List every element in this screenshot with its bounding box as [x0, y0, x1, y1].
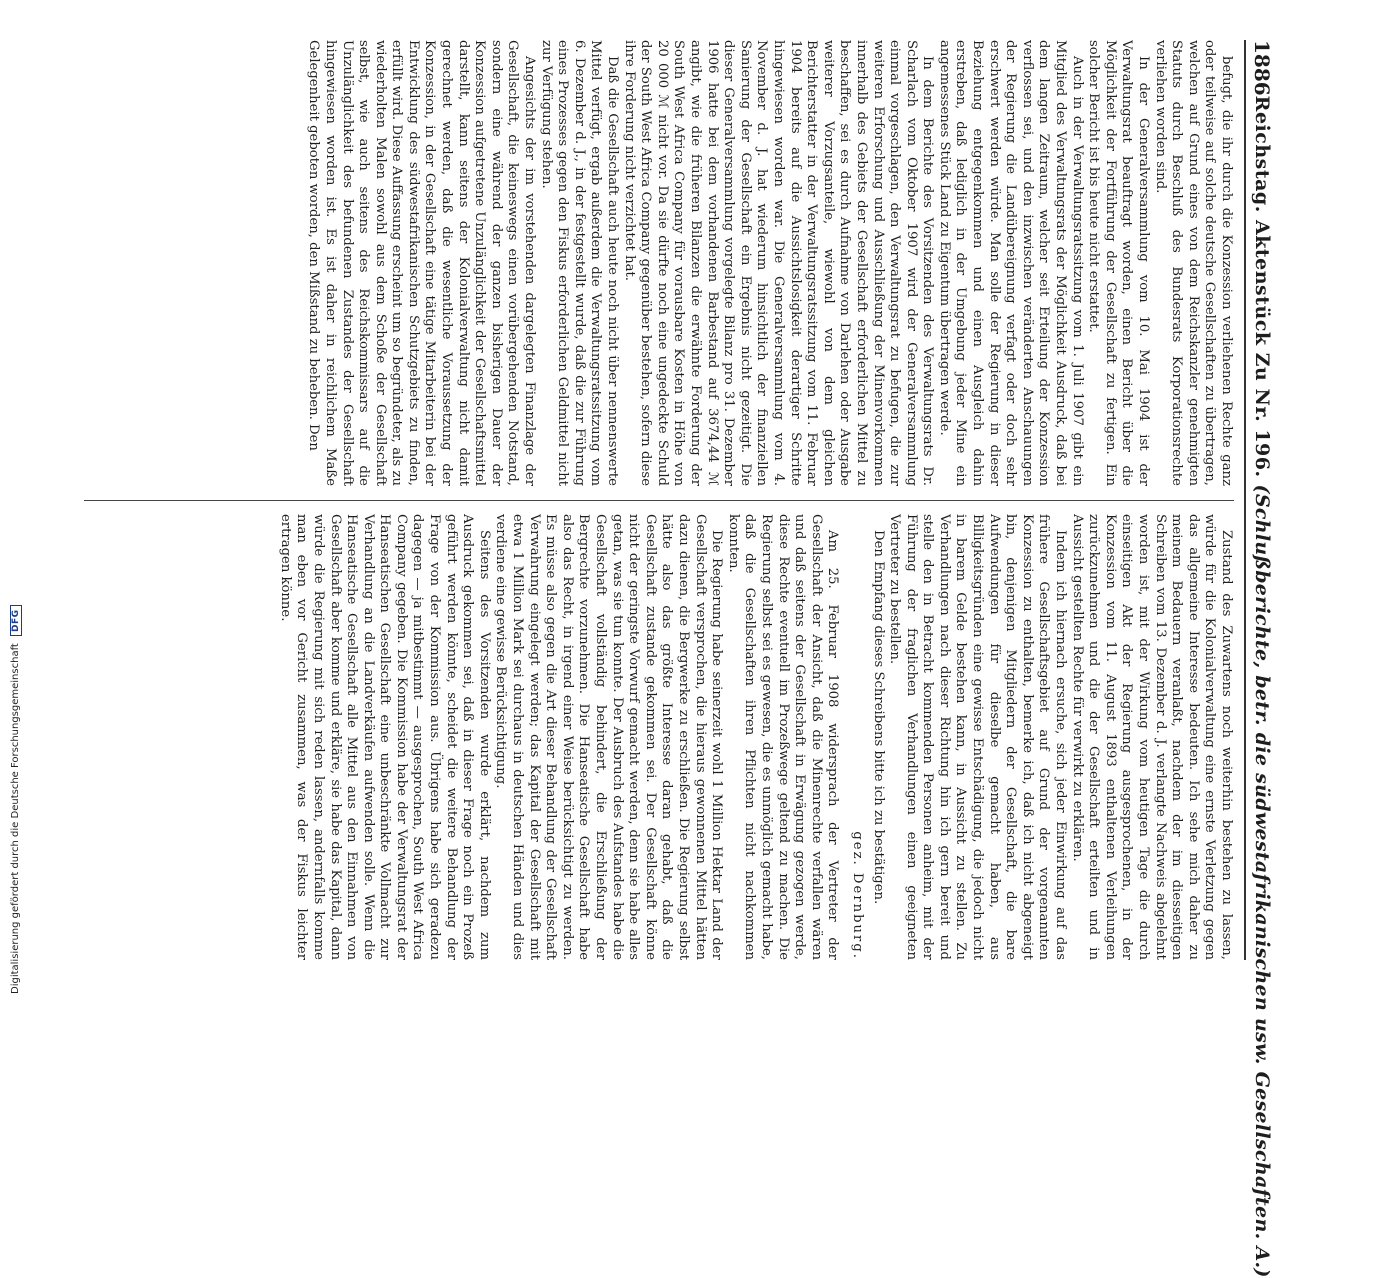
page-number: 1886 — [1250, 40, 1274, 96]
left-column — [84, 40, 1234, 486]
running-head — [1251, 96, 1273, 1278]
credit-text: Digitalisierung gefördert durch die Deutsche Forschungsgemeinschaft — [10, 643, 21, 994]
paragraph: befugt, die ihr durch die Konzession verliehenen Rechte ganz oder teilweise auf solche deutsche Gesellschaften zu übertragen, welchen auf Grund eines von dem Reichskanzler genehmigten Statuts durch Beschluß des Bundesrats Korporationsrechte verliehen worden sind. — [1152, 40, 1234, 486]
paragraph: In dem Berichte des Vorsitzenden des Verwaltungsrats Dr. Scharlach vom Oktober 1907 wird der Generalversammlung einmal vorgeschlagen, den Verwaltungsrat zu befugen, die zur weiteren Erforschung und Ausschließung der Minenvorkommen innerhalb des Gebiets der Gesellschaft erforderlichen Mittel zu beschaffen, sei es durch Aufnahme von Darlehen oder Ausgabe weiterer Vorzugsanteile, wiewohl von dem gleichen Berichterstatter in der Verwaltungsratssitzung vom 11. Februar 1904 bereits auf die Aussichtslosigkeit derartiger Schritte hingewiesen worden war. Die Generalversammlung vom 4. November d. J. hat wiederum hinsichtlich der finanziellen Sanierung der Gesellschaft ein Ergebnis nicht gezeitigt. Die dieser Generalversammlung vorgelegte Bilanz pro 31. Dezember 1906 hatte bei dem vorhandenen Barbestand auf 3674,44 ℳ angibt, wie die früheren Bilanzen die erwähnte Forderung der South West Africa Company für vorausbare Kosten in Höhe von 20 000 ℳ nicht vor. Da sie dürfte noch eine ungedeckte Schuld der South West Africa Company gegenüber bestehen, sofern diese ihre Forderung nicht verzichtet hat. — [621, 40, 936, 486]
signature: gez. Dernburg. — [849, 831, 865, 960]
paragraph: Am 25. Februar 1908 widersprach der Vertreter der Gesellschaft der Ansicht, daß die Minenrechte verfallen wären und daß seitens der Gesellschaft in Erwägung gezogen werde, diese Rechte eventuell im Prozeßwege geltend zu machen. Die Regierung selbst sei es gewesen, die es unmöglich gemacht habe, daß die Gesellschaften ihren Pflichten nicht nachkommen konnten. — [725, 514, 841, 960]
running-head-subtitle: (Schlußberichte, betr. die südwestafrikanischen usw. Gesellschaften. A.) — [1251, 484, 1273, 1278]
paragraph: In der Generalversammlung vom 10. Mai 1904 ist der Verwaltungsrat beauftragt worden, einen Bericht über die Möglichkeit der Fortführung der Gesellschaft zu fertigen. Ein solcher Bericht ist bis heute nicht erstattet. — [1086, 40, 1152, 486]
paragraph: Den Empfang dieses Schreibens bitte ich zu bestätigen. — [870, 530, 886, 905]
paragraph: Indem ich hiernach ersuche, sich jeder Einwirkung auf das frühere Gesellschaftsgebiet auf Grund der vorgenannten Konzession zu enthalten, bemerke ich, daß ich nicht abgeneigt bin, denjenigen Mitgliedern der Gesellschaft, die bare Aufwendungen für dieselbe gemacht haben, aus Billigkeitsgründen eine gewisse Entschädigung, die jedoch nicht in barem Gelde bestehen kann, in Aussicht zu stellen. Zu Verhandlungen nach dieser Richtung hin ich gern bereit und stelle den in Betracht kommenden Personen anheim, mit der Führung der fraglichen Verhandlungen einen geeigneten Vertreter zu bestellen. — [887, 514, 1069, 960]
paragraph: Auch in der Verwaltungsratssitzung vom 1. Juli 1907 gibt ein Mitglied des Verwaltungsrats der Möglichkeit Ausdruck, daß bei dem langen Zeitraum, welcher seit Erteilung der Konzession verflossen sei, und den inzwischen veränderten Anschauungen der Regierung die Landübereignung verfagt oder doch sehr erschwert werden würde. Man solle der Regierung in dieser Beziehung entgegenkommen und einen Ausgleich dahin erstreben, daß lediglich in der Umgebung jeder Mine ein angemessenes Stück Land zu Eigentum übertragen werde. — [936, 40, 1085, 486]
paragraph: Zustand des Zuwartens noch weiterhin bestehen zu lassen, würde für die Kolonialverwaltung eine ernste Verletzung gegen das allgemeine Interesse bedeuten. Ich sehe mich daher zu meinem Bedauern veranlaßt, nachdem der im diesseitigen Schreiben vom 13. Dezember d. J. verlangte Nachweis abgelehnt worden ist, mit der Wirkung vom heutigen Tage die durch einseitigen Akt der Regierung ausgesprochenen, in der Konzession vom 11. August 1893 enthaltenen Verleihungen zurückzunehmen und die der Gesellschaft erteilten und in Aussicht gestellten Rechte für verwirkt zu erklären. — [1069, 514, 1234, 960]
right-column — [84, 514, 1234, 960]
digitization-credit — [10, 605, 22, 994]
column-divider — [84, 500, 1234, 501]
paragraph: Daß die Gesellschaft auch heute noch nicht über nennenswerte Mittel verfügt, ergab außerdem die Verwaltungsratssitzung vom 6. Dezember d. J., in der festgestellt wurde, daß die zur Führung eines Prozesses gegen den Fiskus erforderlichen Geldmittel nicht zur Verfügung stehen. — [538, 40, 621, 486]
paragraph: Die Regierung habe seinerzeit wohl 1 Million Hektar Land der Gesellschaft versprochen, die hieraus gewonnenen Mittel hätten dazu dienen, die Bergwerke zu erschließen. Die Regierung selbst hätte also das größte Interesse daran gehabt, daß die Gesellschaft zustande gekommen sei. Der Gesellschaft könne nicht der geringste Vorwurf gemacht werden, denn sie habe alles getan, was sie tun konnte. Der Ausbruch des Aufstandes habe die Gesellschaft vollständig behindert, die Erschließung der Bergrechte vorzunehmen. Die Hanseatische Gesellschaft habe also das Recht, in irgend einer Weise berücksichtigt zu werden. Es müsse also gegen die Art dieser Behandlung der Gesellschaft Verwahrung eingelegt werden; das Kapital der Gesellschaft mit etwa 1 Million Mark sei durchaus in deutschen Händen und dies verdiene eine gewisse Berücksichtigung. — [493, 514, 725, 960]
page-header — [1244, 40, 1278, 1278]
paragraph: Angesichts der im vorstehenden dargelegten Finanzlage der Gesellschaft, die keineswegs einen vorübergehenden Notstand, sondern eine während der ganzen bisherigen Dauer der Konzession aufgetretene Unzulänglichkeit der Gesellschaftsmittel darstellt, kann seitens der Kolonialverwaltung nicht damit gerechnet werden, daß die wesentliche Voraussetzung der Konzession, in der Gesellschaft eine tätige Mitarbeiterin bei der Entwicklung des südwestafrikanischen Schutzgebiets zu finden, erfüllt wird. Diese Auffassung erscheint um so begründeter, als zu wiederholten Malen sowohl aus dem Schoße der Gesellschaft selbst, wie auch seitens des Reichskommissars auf die Unzulänglichkeit des befundenen Zustandes der Gesellschaft hingewiesen worden ist. Es ist daher in reichlichem Maße Gelegenheit geboten worden, den Mißstand zu beheben. Den — [306, 40, 538, 486]
dfg-logo: DFG — [10, 605, 22, 636]
paragraph: Seitens des Vorsitzenden wurde erklärt, nachdem zum Ausdruck gekommen sei, daß in dieser Frage noch ein Prozeß geführt werden könnte, scheidet die weitere Behandlung der Frage von der Kommission aus. Übrigens habe sich geradezu dagegen — ja mitbestimmt — ausgesprochen, South West Africa Company gegeben. Die Kommission habe der Verwaltungsrat der Hanseatischen Gesellschaft eine unbeschränkte Vollmacht zur Verhandlung an die Landverkäufen aufwenden solle. Wenn die Hanseatische Gesellschaft alle Mittel aus den Einnahmen von Gesellschaft aber komme und erkläre, sie habe das Kapital, dann würde die Regierung mit sich reden lassen, andernfalls komme man eben vor Gericht zusammen, was der Fiskus leichter ertragen könne. — [277, 514, 492, 960]
rotated-page — [78, 40, 1278, 1278]
running-head-title: Reichstag. Aktenstück Zu Nr. 196. — [1251, 95, 1273, 478]
